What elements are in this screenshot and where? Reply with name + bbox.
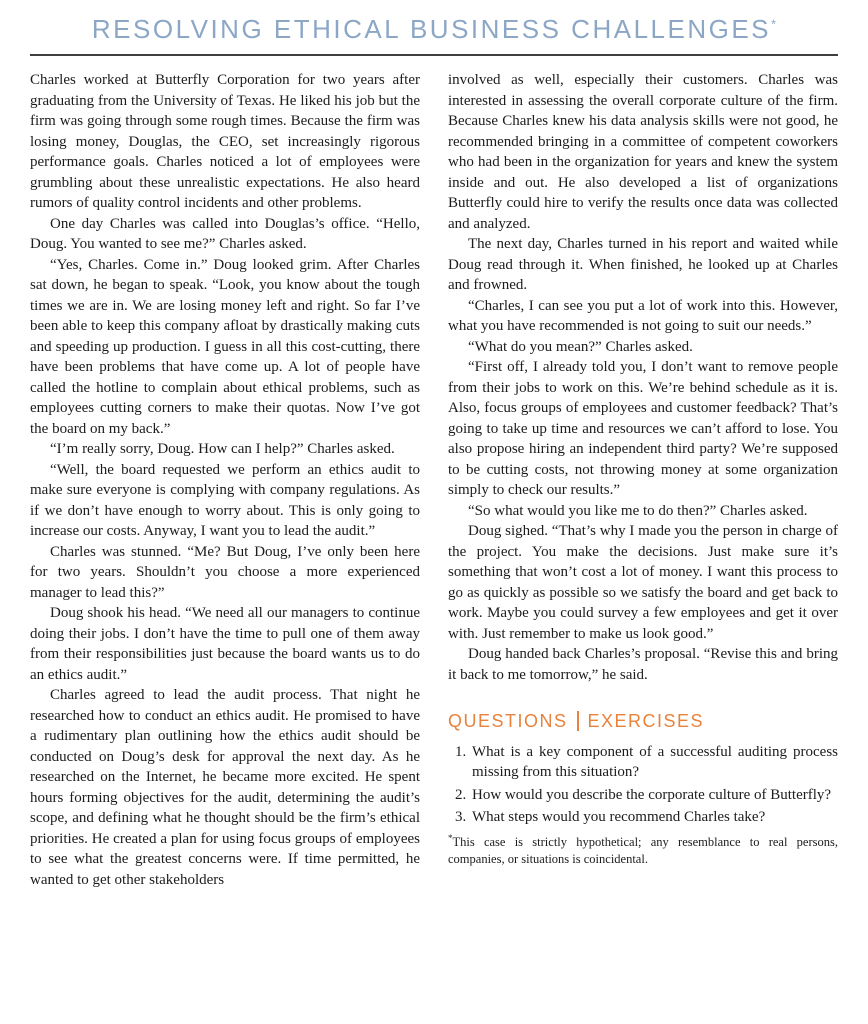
paragraph: involved as well, especially their customers. Charles was interested in assessing the overall corporate culture of the firm. Because Charles knew his data analysis skills were not good, he recommended bringing in a committee of competent coworkers who had been in the organization for years and knew the system inside and out. He also developed a list of organizations Butterfly could hire to verify the results once data was collected and analyzed. [448,72,838,232]
paragraph: “I’m really sorry, Doug. How can I help?” Charles asked. [50,441,395,457]
right-column-text [448,70,838,685]
paragraph: Charles was stunned. “Me? But Doug, I’ve only been here for two years. Shouldn’t you choose a more experienced manager to lead this?” [30,543,420,601]
paragraph: Charles agreed to lead the audit process. That night he researched how to conduct an ethics audit. He promised to have a rudimentary plan outlining how the ethics audit should be conducted on Doug’s desk for approval the next day. As he researched on the Internet, he became more excited. He spent hours forming objectives for the audit, determining the audit’s scope, and defining what he thought should be the firm’s ethical priorities. He created a plan for using focus groups of employees to see what the greatest concerns were. If time permitted, he wanted to get other stakeholders [30,687,420,888]
question-item: 1. What is a key component of a successful auditing process missing from this situation? [470,742,838,783]
paragraph: “Charles, I can see you put a lot of work into this. However, what you have recommended is not going to suit our needs.” [448,297,838,334]
question-item: 3. What steps would you recommend Charles take? [470,807,838,828]
paragraph: Doug handed back Charles’s proposal. “Revise this and bring it back to me tomorrow,” he said. [448,646,838,683]
exercises-label: EXERCISES [587,711,705,731]
paragraph: Charles worked at Butterfly Corporation for two years after graduating from the University of Texas. He liked his job but the firm was going through some rough times. Because the firm was losing money, Douglas, the CEO, set increasingly rigorous performance goals. Charles noticed a lot of employees were grumbling about these unrealistic expectations. He also heard rumors of quality control incidents and other problems. [30,72,420,211]
two-column-body [30,70,838,890]
paragraph: The next day, Charles turned in his report and waited while Doug read through it. When finished, he looked up at Charles and frowned. [448,236,838,293]
header-divider-bar [577,711,579,731]
right-column [448,70,838,890]
section-header [30,14,838,56]
footnote-text: This case is strictly hypothetical; any resemblance to real persons, companies, or situations is coincidental. [448,834,838,866]
paragraph: “Yes, Charles. Come in.” Doug looked grim. After Charles sat down, he began to speak. “Look, you know about the tough times we are in. We are losing money left and right. So far I’ve been able to keep this company afloat by drastically making cuts and speeding up production. I guess in all this cost-cutting, there have been problems that have come up. A lot of people have called the hotline to complain about ethical problems, such as employees cutting corners to make their quotas. Now I’ve got the board on my back.” [30,256,420,437]
paragraph: “Well, the board requested we perform an ethics audit to make sure everyone is complying with company regulations. As if we don’t have enough to worry about. This is only going to increase our costs. Anyway, I want you to lead the audit.” [30,461,420,539]
left-column [30,70,420,890]
questions-list [448,742,838,828]
paragraph: Doug sighed. “That’s why I made you the person in charge of the project. You make the decisions. Just make sure it’s something that won’t cost a lot of money. I want this process to go as quickly as possible so we satisfy the board and get back to work. Maybe you could survey a few employees and get it over with. Just remember to make us look good.” [448,523,838,642]
paragraph: “First off, I already told you, I don’t want to remove people from their jobs to work on this. We’re behind schedule as it is. Also, focus groups of employees and customer feedback? That’s going to take up time and resources we can’t afford to lose. You also propose hiring an independent third party? We’re supposed to be cutting costs, not throwing money at some organization simply to check our results.” [448,359,838,498]
footnote-marker: * [448,832,453,843]
title-rule [30,54,838,56]
paragraph: One day Charles was called into Douglas’s office. “Hello, Doug. You wanted to see me?” Charles asked. [30,215,420,252]
question-item: 2. How would you describe the corporate culture of Butterfly? [470,785,838,806]
questions-exercises-header [448,711,838,732]
title-asterisk: * [771,16,777,32]
footnote [448,830,838,868]
section-title-text: RESOLVING ETHICAL BUSINESS CHALLENGES [91,14,772,44]
paragraph: “So what would you like me to do then?” Charles asked. [468,502,808,519]
paragraph: “What do you mean?” Charles asked. [468,338,693,355]
paragraph: Doug shook his head. “We need all our managers to continue doing their jobs. I don’t have the time to pull one of them away from their responsibilities just because the board wants us to do an ethics audit.” [30,605,420,683]
questions-label: QUESTIONS [448,711,568,731]
section-title [30,14,838,45]
